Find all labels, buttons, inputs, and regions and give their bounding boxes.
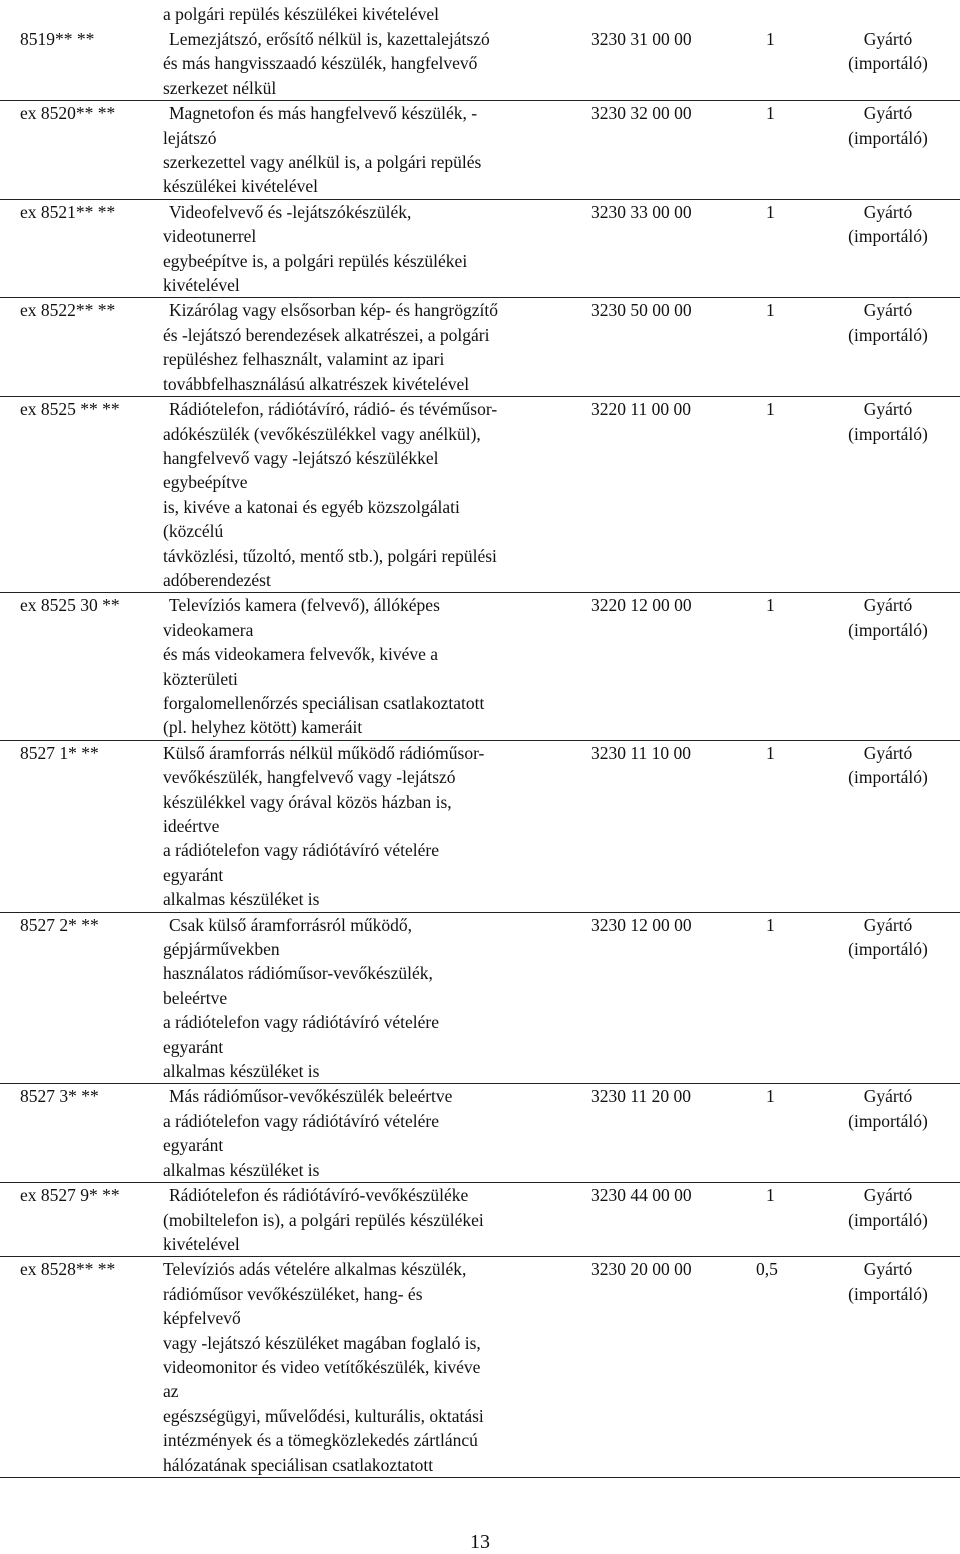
responsible-party-line: (importáló) xyxy=(848,619,928,640)
description-line: kivételével xyxy=(163,275,240,296)
table-row xyxy=(0,913,960,1085)
description-line: a rádiótelefon vagy rádiótávíró vételére xyxy=(163,1012,439,1033)
description-line: alkalmas készüléket is xyxy=(163,1061,320,1082)
description-line: lejátszó xyxy=(163,127,217,148)
responsible-party-line: (importáló) xyxy=(848,127,928,148)
table-row xyxy=(0,200,960,299)
cpv-code: 3230 11 20 00 xyxy=(591,1086,691,1107)
description-line: Televíziós adás vételére alkalmas készülék, xyxy=(163,1259,467,1280)
responsible-party xyxy=(838,298,938,347)
description-line: intézmények és a tömegközlekedés zártláncú xyxy=(163,1430,478,1451)
cpv-code: 3230 11 10 00 xyxy=(591,742,691,763)
product-description xyxy=(163,397,578,592)
quantity-value: 0,5 xyxy=(756,1259,778,1280)
description-line: alkalmas készüléket is xyxy=(163,889,320,910)
responsible-party xyxy=(838,1183,938,1232)
responsible-party xyxy=(838,1257,938,1306)
product-table xyxy=(0,27,960,1478)
description-line: Videofelvevő és -lejátszókészülék, xyxy=(169,201,412,222)
responsible-party-line: (importáló) xyxy=(848,324,928,345)
responsible-party-line: Gyártó xyxy=(863,300,913,321)
description-line: továbbfelhasználású alkatrészek kivételével xyxy=(163,373,470,394)
product-description xyxy=(163,1183,578,1256)
quantity-value: 1 xyxy=(766,201,775,222)
responsible-party-line: (importáló) xyxy=(848,53,928,74)
page-number: 13 xyxy=(470,1531,490,1553)
product-description xyxy=(163,101,578,199)
description-line: és -lejátszó berendezések alkatrészei, a polgári xyxy=(163,324,490,345)
description-line: távközlési, tűzoltó, mentő stb.), polgári repülési xyxy=(163,545,497,566)
product-description xyxy=(163,200,578,298)
responsible-party xyxy=(838,741,938,790)
responsible-party xyxy=(838,593,938,642)
customs-code: 8519** ** xyxy=(20,29,95,49)
responsible-party-line: (importáló) xyxy=(848,767,928,788)
table-row xyxy=(0,27,960,101)
quantity-value: 1 xyxy=(766,595,775,616)
responsible-party-line: Gyártó xyxy=(863,103,913,124)
description-line: (mobiltelefon is), a polgári repülés készülékei xyxy=(163,1209,484,1230)
description-line: Kizárólag vagy elsősorban kép- és hangrögzítő xyxy=(169,300,498,321)
responsible-party xyxy=(838,1084,938,1133)
responsible-party-line: Gyártó xyxy=(863,914,913,935)
customs-code: ex 8527 9* ** xyxy=(20,1185,120,1206)
description-line: adókészülék (vevőkészülékkel vagy anélkül), xyxy=(163,423,481,444)
cpv-code: 3230 12 00 00 xyxy=(591,914,692,935)
description-line: vevőkészülék, hangfelvevő vagy -lejátszó xyxy=(163,767,456,788)
table-row xyxy=(0,397,960,593)
responsible-party xyxy=(838,200,938,249)
table-row xyxy=(0,593,960,740)
description-line: Lemezjátszó, erősítő nélkül is, kazettalejátszó xyxy=(169,29,490,49)
description-line: közterületi xyxy=(163,668,238,689)
product-description xyxy=(163,741,578,912)
product-description xyxy=(163,1084,578,1182)
product-description xyxy=(163,298,578,396)
description-line: egyaránt xyxy=(163,1135,224,1156)
description-line: Televíziós kamera (felvevő), állóképes xyxy=(169,595,440,616)
table-row xyxy=(0,1183,960,1257)
description-line: használatos rádióműsor-vevőkészülék, xyxy=(163,963,433,984)
responsible-party-line: Gyártó xyxy=(863,595,913,616)
description-line: videomonitor és video vetítőkészülék, kivéve xyxy=(163,1356,481,1377)
responsible-party-line: Gyártó xyxy=(863,399,913,420)
description-line: hangfelvevő vagy -lejátszó készülékkel xyxy=(163,447,439,468)
description-line: az xyxy=(163,1381,179,1402)
product-description xyxy=(163,27,578,100)
description-line: egyaránt xyxy=(163,1036,224,1057)
responsible-party xyxy=(838,397,938,446)
table-row xyxy=(0,1257,960,1478)
responsible-party-line: (importáló) xyxy=(848,1110,928,1131)
cpv-code: 3220 11 00 00 xyxy=(591,399,691,420)
description-line: és más hangvisszaadó készülék, hangfelvevő xyxy=(163,53,478,74)
description-line: gépjárművekben xyxy=(163,939,280,960)
description-line: Külső áramforrás nélkül működő rádióműsor- xyxy=(163,742,485,763)
product-description xyxy=(163,1257,578,1477)
description-line: egészségügyi, művelődési, kulturális, oktatási xyxy=(163,1405,484,1426)
description-line: a rádiótelefon vagy rádiótávíró vételére xyxy=(163,1110,439,1131)
description-line: szerkezettel vagy anélkül is, a polgári repülés xyxy=(163,152,482,173)
responsible-party-line: Gyártó xyxy=(863,1185,913,1206)
cpv-code: 3220 12 00 00 xyxy=(591,595,692,616)
quantity-value: 1 xyxy=(766,300,775,321)
quantity-value: 1 xyxy=(766,103,775,124)
description-line: egybeépítve is, a polgári repülés készülékei xyxy=(163,250,468,271)
description-line: adóberendezést xyxy=(163,569,271,590)
description-line: a rádiótelefon vagy rádiótávíró vételére xyxy=(163,840,439,861)
quantity-value: 1 xyxy=(766,29,775,49)
responsible-party-line: Gyártó xyxy=(863,1086,913,1107)
description-line: Csak külső áramforrásról működő, xyxy=(169,914,413,935)
responsible-party xyxy=(838,913,938,962)
quantity-value: 1 xyxy=(766,742,775,763)
responsible-party-line: (importáló) xyxy=(848,226,928,247)
table-row xyxy=(0,298,960,397)
cpv-code: 3230 31 00 00 xyxy=(591,29,692,49)
description-line: Rádiótelefon, rádiótávíró, rádió- és tévéműsor- xyxy=(169,399,498,420)
description-line: repüléshez felhasznált, valamint az ipari xyxy=(163,349,445,370)
product-description xyxy=(163,913,578,1084)
cpv-code: 3230 50 00 00 xyxy=(591,300,692,321)
quantity-value: 1 xyxy=(766,1185,775,1206)
responsible-party-line: (importáló) xyxy=(848,1209,928,1230)
cpv-code: 3230 32 00 00 xyxy=(591,103,692,124)
description-line: Más rádióműsor-vevőkészülék beleértve xyxy=(169,1086,453,1107)
description-line: (közcélú xyxy=(163,521,224,542)
cpv-code: 3230 20 00 00 xyxy=(591,1259,692,1280)
customs-code: 8527 1* ** xyxy=(20,742,99,763)
responsible-party xyxy=(838,101,938,150)
product-description xyxy=(163,593,578,739)
responsible-party xyxy=(838,27,938,76)
description-line: is, kivéve a katonai és egyéb közszolgálati xyxy=(163,496,460,517)
table-row xyxy=(0,101,960,200)
description-line: (pl. helyhez kötött) kameráit xyxy=(163,717,363,738)
customs-code: ex 8525 ** ** xyxy=(20,399,120,420)
responsible-party-line: (importáló) xyxy=(848,939,928,960)
customs-code: ex 8521** ** xyxy=(20,201,116,222)
responsible-party-line: Gyártó xyxy=(863,742,913,763)
responsible-party-line: Gyártó xyxy=(863,29,913,49)
description-line: Rádiótelefon és rádiótávíró-vevőkészüléke xyxy=(169,1185,469,1206)
responsible-party-line: (importáló) xyxy=(848,1283,928,1304)
description-line: rádióműsor vevőkészüléket, hang- és xyxy=(163,1283,423,1304)
description-line: kivételével xyxy=(163,1233,240,1254)
description-line: vagy -lejátszó készüléket magában foglaló is, xyxy=(163,1332,481,1353)
description-line: egybeépítve xyxy=(163,472,248,493)
description-line: ideértve xyxy=(163,816,220,836)
responsible-party-line: (importáló) xyxy=(848,423,928,444)
customs-code: ex 8522** ** xyxy=(20,300,116,321)
description-line: szerkezet nélkül xyxy=(163,77,277,98)
description-line: videokamera xyxy=(163,619,254,640)
cpv-code: 3230 44 00 00 xyxy=(591,1185,692,1206)
customs-code: ex 8528** ** xyxy=(20,1259,116,1280)
quantity-value: 1 xyxy=(766,399,775,420)
description-line: forgalomellenőrzés speciálisan csatlakoztatott xyxy=(163,692,485,713)
table-row xyxy=(0,741,960,913)
description-line: Magnetofon és más hangfelvevő készülék, - xyxy=(169,103,478,124)
table-row xyxy=(0,1084,960,1183)
description-line: készülékei kivételével xyxy=(163,176,318,197)
customs-code: 8527 3* ** xyxy=(20,1086,99,1107)
quantity-value: 1 xyxy=(766,914,775,935)
customs-code: ex 8520** ** xyxy=(20,103,116,124)
description-line: és más videokamera felvevők, kivéve a xyxy=(163,644,439,665)
cpv-code: 3230 33 00 00 xyxy=(591,201,692,222)
description-line: hálózatának speciálisan csatlakoztatott xyxy=(163,1454,434,1475)
description-line: beleértve xyxy=(163,987,228,1008)
description-line: alkalmas készüléket is xyxy=(163,1159,320,1180)
responsible-party-line: Gyártó xyxy=(863,1259,913,1280)
description-line: egyaránt xyxy=(163,864,224,885)
description-line: készülékkel vagy órával közös házban is, xyxy=(163,791,452,812)
quantity-value: 1 xyxy=(766,1086,775,1107)
description-line: videotunerrel xyxy=(163,226,257,247)
customs-code: 8527 2* ** xyxy=(20,914,99,935)
description-line: képfelvevő xyxy=(163,1308,241,1329)
responsible-party-line: Gyártó xyxy=(863,201,913,222)
customs-code: ex 8525 30 ** xyxy=(20,595,120,616)
carryover-line: a polgári repülés készülékei kivételével xyxy=(163,4,439,24)
